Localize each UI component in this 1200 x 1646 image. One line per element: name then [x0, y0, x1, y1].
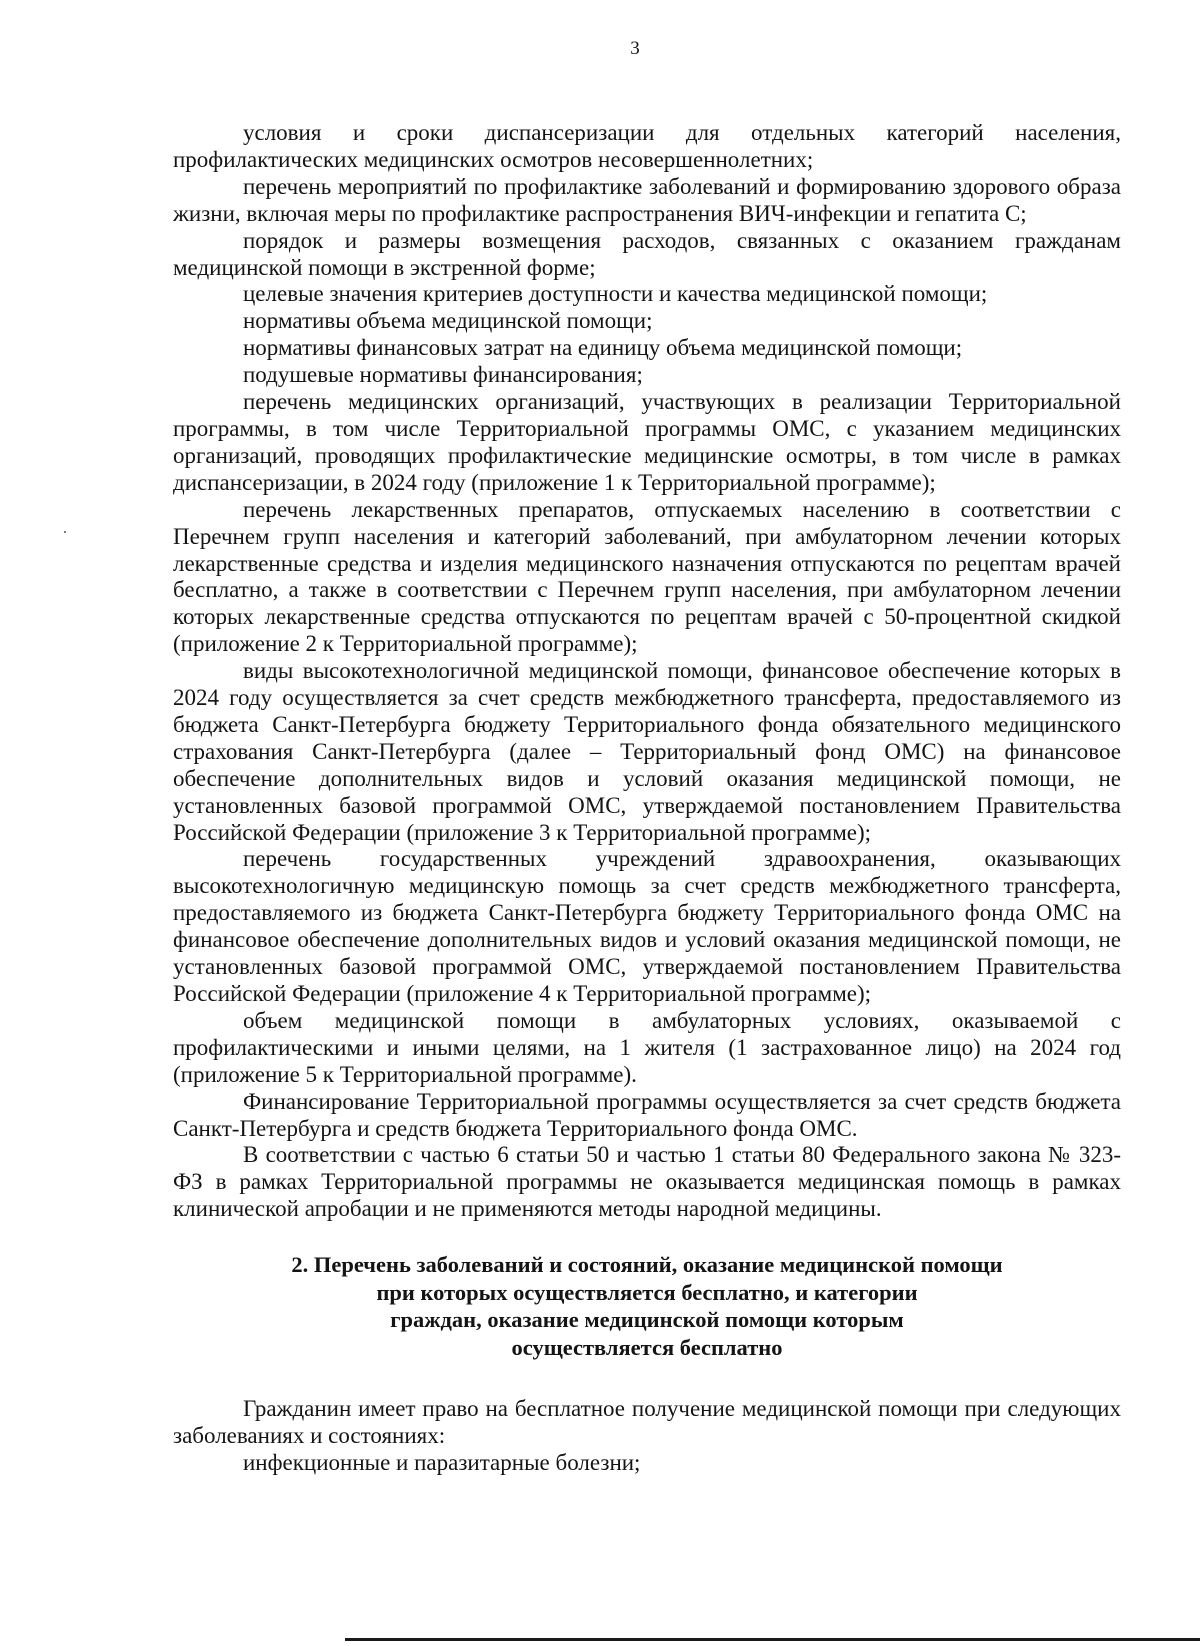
section-heading-line: 2. Перечень заболеваний и состояний, оказание медицинской помощи: [291, 1252, 1003, 1278]
paragraph: перечень медицинских организаций, участвующих в реализации Территориальной программы, в том числе Территориальной программы ОМС, с указанием медицинских организаций, проводящих профилактические медицинские осмотры, в том числе в рамках диспансеризации, в 2024 году (приложение 1 к Территориальной программе);: [173, 389, 1121, 495]
paragraph: Гражданин имеет право на бесплатное получение медицинской помощи при следующих заболеваниях и состояниях:: [173, 1396, 1121, 1449]
paragraph: условия и сроки диспансеризации для отдельных категорий населения, профилактических медицинских осмотров несовершеннолетних;: [173, 120, 1121, 172]
paragraph: целевые значения критериев доступности и качества медицинской помощи;: [243, 281, 988, 307]
paragraph: Финансирование Территориальной программы осуществляется за счет средств бюджета Санкт-Петербурга и средств бюджета Территориального фонда ОМС.: [173, 1088, 1121, 1141]
paragraph: В соответствии с частью 6 статьи 50 и частью 1 статьи 80 Федерального закона № 323-ФЗ в рамках Территориальной программы не оказывается медицинская помощь в рамках клинической апробации и не применяются методы народной медицины.: [173, 1142, 1121, 1222]
paragraph: перечень мероприятий по профилактике заболеваний и формированию здорового образа жизни, включая меры по профилактике распространения ВИЧ-инфекции и гепатита С;: [173, 173, 1121, 226]
bottom-rule: [345, 1638, 1200, 1641]
paragraph: объем медицинской помощи в амбулаторных условиях, оказываемой с профилактическими и иными целями, на 1 жителя (1 застрахованное лицо) на 2024 год (приложение 5 к Территориальной программе).: [173, 1007, 1121, 1087]
paragraph: нормативы финансовых затрат на единицу объема медицинской помощи;: [243, 335, 963, 361]
document-body: [173, 120, 1121, 1477]
section-2-body: [173, 1396, 1121, 1477]
section-heading-line: граждан, оказание медицинской помощи которым: [390, 1307, 904, 1333]
paragraph: порядок и размеры возмещения расходов, связанных с оказанием гражданам медицинской помощи в экстренной форме;: [173, 227, 1121, 280]
paragraph: перечень лекарственных препаратов, отпускаемых населению в соответствии с Перечнем групп населения и категорий заболеваний, при амбулаторном лечении которых лекарственные средства и изделия медицинского назначения отпускаются по рецептам врачей бесплатно, а также в соответствии с Перечнем групп населения, при амбулаторном лечении которых лекарственные средства отпускаются по рецептам врачей с 50-процентной скидкой (приложение 2 к Территориальной программе);: [173, 496, 1121, 657]
section-heading-line: при которых осуществляется бесплатно, и категории: [376, 1279, 918, 1305]
paragraph: виды высокотехнологичной медицинской помощи, финансовое обеспечение которых в 2024 году осуществляется за счет средств межбюджетного трансферта, предоставляемого из бюджета Санкт-Петербурга бюджету Территориального фонда обязательного медицинского страхования Санкт-Петербурга (далее – Территориальный фонд ОМС) на финансовое обеспечение дополнительных видов и условий оказания медицинской помощи, не установленных базовой программой ОМС, утверждаемой постановлением Правительства Российской Федерации (приложение 3 к Территориальной программе);: [173, 658, 1121, 845]
page-number: 3: [630, 38, 640, 59]
paragraph: нормативы объема медицинской помощи;: [243, 308, 653, 334]
paragraph: инфекционные и паразитарные болезни;: [243, 1449, 641, 1475]
section-heading-line: осуществляется бесплатно: [511, 1334, 783, 1360]
section-heading: [173, 1251, 1121, 1361]
paragraph: подушевые нормативы финансирования;: [243, 362, 643, 388]
paragraph: перечень государственных учреждений здравоохранения, оказывающих высокотехнологичную медицинскую помощь за счет средств межбюджетного трансферта, предоставляемого из бюджета Санкт-Петербурга бюджету Территориального фонда ОМС на финансовое обеспечение дополнительных видов и условий оказания медицинской помощи, не установленных базовой программой ОМС, утверждаемой постановлением Правительства Российской Федерации (приложение 4 к Территориальной программе);: [173, 846, 1121, 1006]
scan-speck: [64, 531, 66, 533]
